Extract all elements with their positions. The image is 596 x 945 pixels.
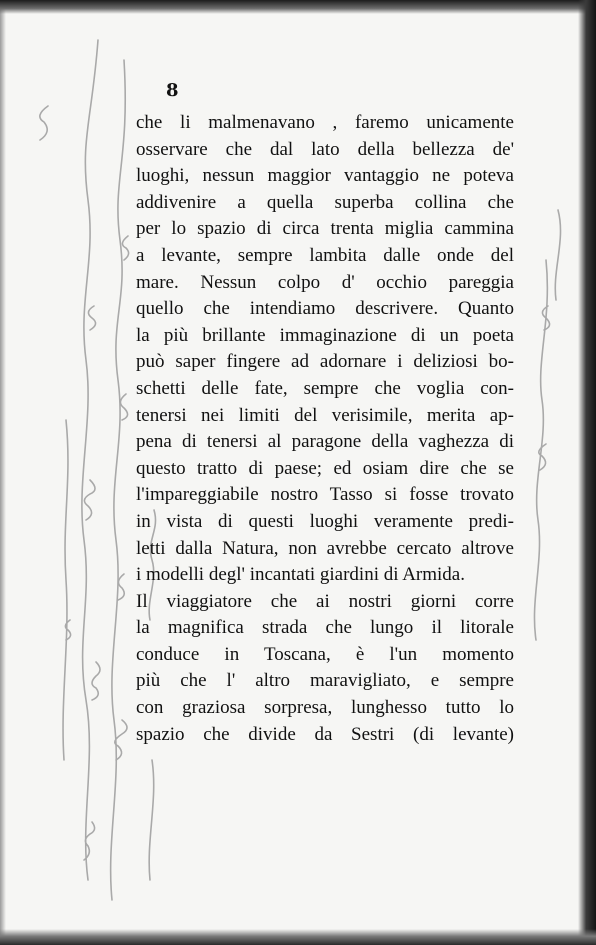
text-line: Il viaggiatore che ai nostri giorni corre (136, 590, 514, 612)
text-line: pena di tenersi al paragone della vaghezza di (136, 431, 514, 453)
text-line: addivenire a quella superba collina che (136, 191, 514, 213)
text-line: può saper fingere ad adornare i deliziosi bo- (136, 351, 514, 373)
text-line: osservare che dal lato della bellezza de' (136, 138, 514, 160)
text-line: tenersi nei limiti del verisimile, merita ap- (136, 404, 514, 426)
text-line: conduce in Toscana, è l'un momento (136, 643, 514, 665)
text-line: a levante, sempre lambita dalle onde del (136, 244, 514, 266)
text-line: la più brillante immaginazione di un poeta (136, 324, 514, 346)
text-line: in vista di questi luoghi veramente predi- (136, 510, 514, 532)
text-line: quello che intendiamo descrivere. Quanto (136, 298, 514, 320)
text-line: mare. Nessun colpo d' occhio pareggia (136, 271, 514, 293)
text-line: per lo spazio di circa trenta miglia cammina (136, 218, 514, 240)
text-line: i modelli degl' incantati giardini di Armida. (136, 564, 465, 586)
text-line: schetti delle fate, sempre che voglia con- (136, 377, 514, 399)
text-line: che li malmenavano , faremo unicamente (136, 112, 514, 133)
text-line: letti dalla Natura, non avrebbe cercato altrove (136, 537, 514, 559)
text-line: l'impareggiabile nostro Tasso si fosse trovato (136, 484, 514, 506)
text-line: questo tratto di paese; ed osiam dire che se (136, 457, 514, 479)
text-line: luoghi, nessun maggior vantaggio ne poteva (136, 165, 514, 187)
body-text (136, 110, 514, 748)
page-number: 8 (166, 80, 179, 101)
text-line: più che l' altro maravigliato, e sempre (136, 670, 514, 692)
text-line: spazio che divide da Sestri (di levante) (136, 723, 514, 745)
text-line: con graziosa sorpresa, lunghesso tutto lo (136, 697, 514, 719)
text-line: la magnifica strada che lungo il litorale (136, 617, 514, 639)
